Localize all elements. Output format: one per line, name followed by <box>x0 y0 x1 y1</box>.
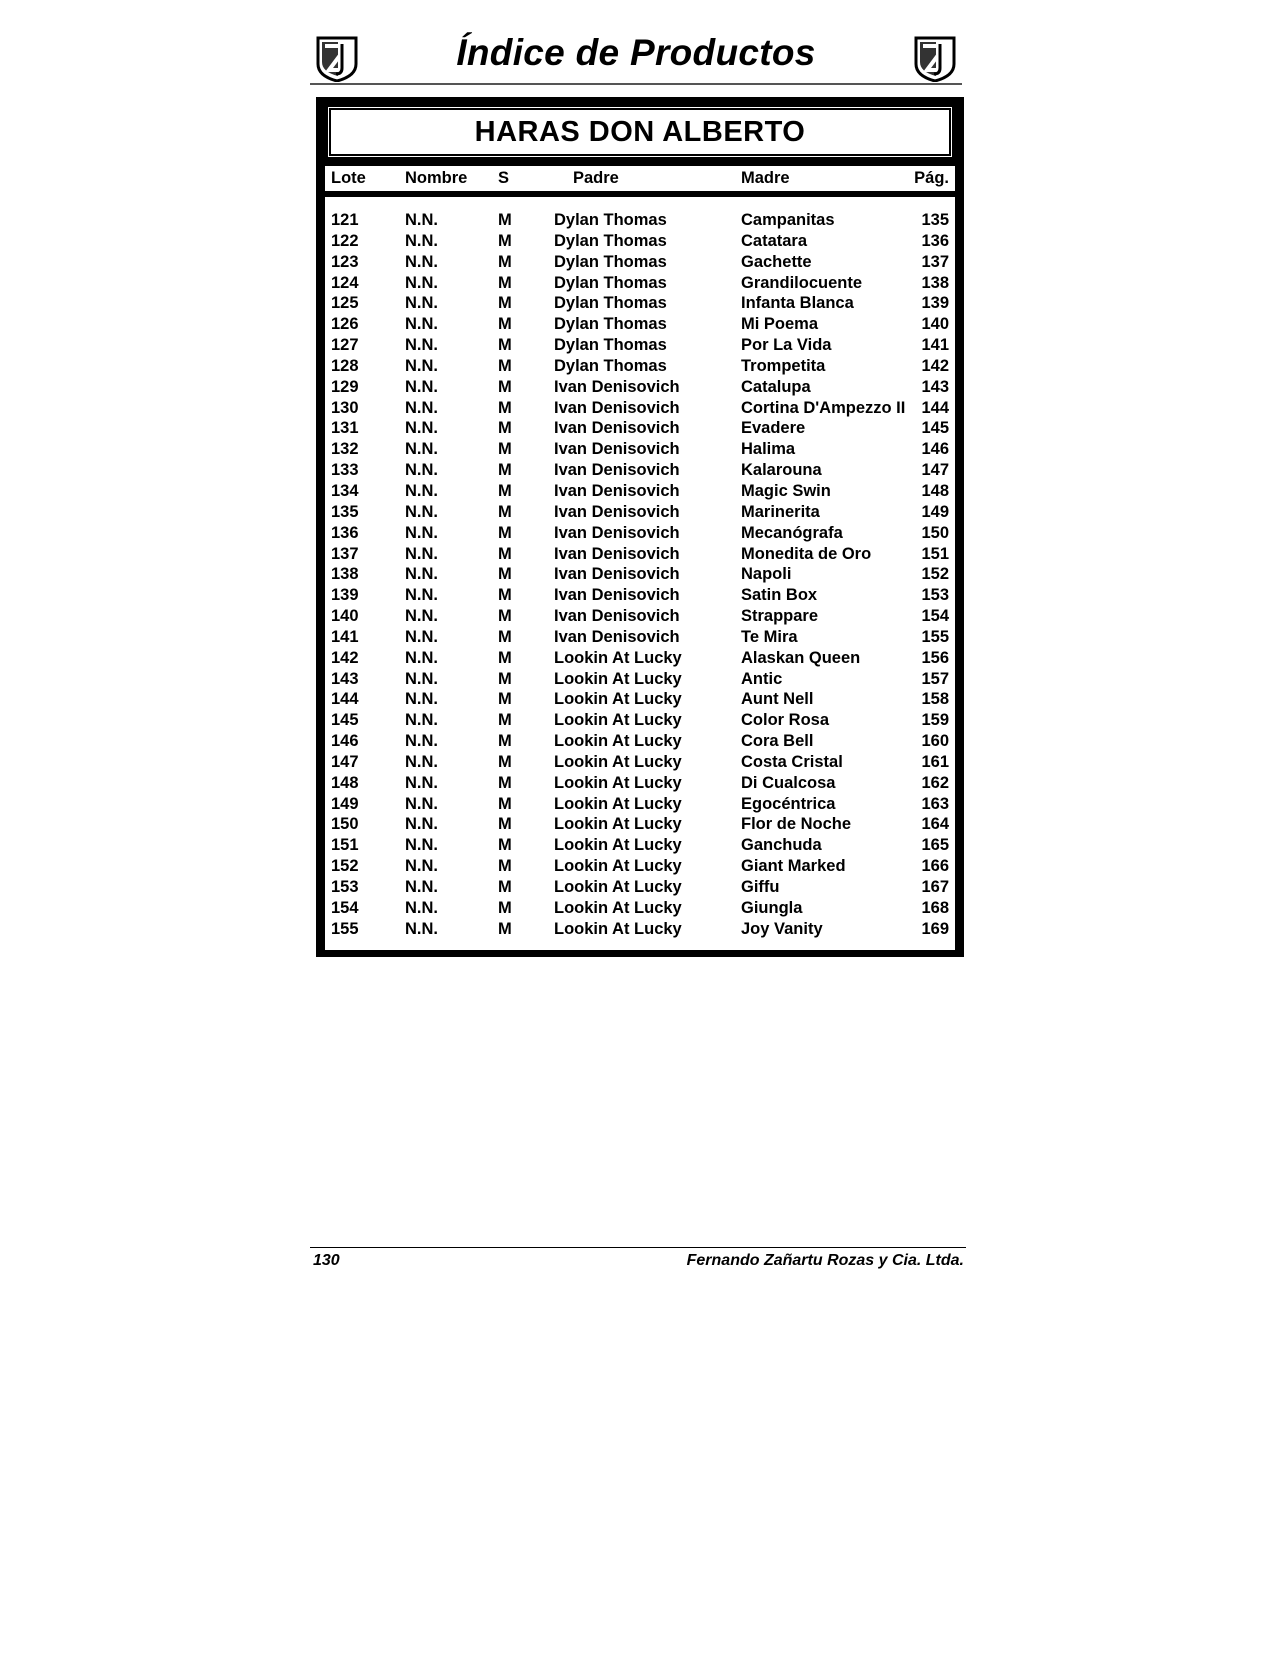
table-row <box>325 815 955 836</box>
cell-lote: 136 <box>331 523 359 542</box>
cell-lote: 149 <box>331 794 359 813</box>
cell-nombre: N.N. <box>405 857 438 876</box>
cell-padre: Lookin At Lucky <box>554 815 682 834</box>
cell-sexo: M <box>498 878 512 896</box>
cell-pagina: 152 <box>921 565 949 584</box>
cell-padre: Ivan Denisovich <box>554 502 680 521</box>
cell-sexo: M <box>498 440 512 459</box>
section-heading-box <box>325 104 955 160</box>
cell-pagina: 156 <box>921 648 949 667</box>
cell-pagina: 162 <box>921 773 949 792</box>
cell-pagina: 161 <box>921 752 949 771</box>
cell-madre: Mecanógrafa <box>741 523 843 542</box>
cell-padre: Lookin At Lucky <box>554 773 682 792</box>
cell-lote: 124 <box>331 273 359 292</box>
cell-lote: 148 <box>331 773 359 792</box>
cell-lote: 133 <box>331 461 359 480</box>
cell-padre: Dylan Thomas <box>554 315 667 334</box>
cell-sexo: M <box>498 919 512 938</box>
cell-nombre: N.N. <box>405 502 438 521</box>
cell-pagina: 154 <box>921 607 949 626</box>
cell-padre: Ivan Denisovich <box>554 461 680 480</box>
cell-nombre: N.N. <box>405 565 438 584</box>
cell-madre: Antic <box>741 669 783 688</box>
cell-lote: 121 <box>331 211 359 229</box>
cell-nombre: N.N. <box>405 648 438 667</box>
cell-pagina: 160 <box>921 732 949 751</box>
cell-madre: Giant Marked <box>741 857 846 876</box>
cell-madre: Trompetita <box>741 356 826 375</box>
table-row <box>325 690 955 711</box>
cell-lote: 154 <box>331 898 359 917</box>
cell-padre: Lookin At Lucky <box>554 919 682 938</box>
cell-padre: Ivan Denisovich <box>554 565 680 584</box>
cell-lote: 127 <box>331 336 359 355</box>
cell-madre: Cortina D'Ampezzo II <box>741 398 906 417</box>
cell-lote: 126 <box>331 315 359 334</box>
cell-nombre: N.N. <box>405 544 438 563</box>
cell-madre: Joy Vanity <box>741 919 823 938</box>
cell-nombre: N.N. <box>405 440 438 459</box>
table-row <box>325 336 955 357</box>
cell-madre: Kalarouna <box>741 461 822 480</box>
cell-lote: 142 <box>331 648 359 667</box>
footer-company-name: Fernando Zañartu Rozas y Cia. Ltda. <box>686 1252 964 1269</box>
page-title: Índice de Productos <box>456 32 816 73</box>
cell-padre: Dylan Thomas <box>554 231 667 250</box>
cell-padre: Lookin At Lucky <box>554 648 682 667</box>
cell-madre: Gachette <box>741 252 812 271</box>
cell-madre: Giffu <box>741 878 780 896</box>
cell-nombre: N.N. <box>405 669 438 688</box>
table-row <box>325 795 955 816</box>
cell-pagina: 143 <box>921 377 949 396</box>
cell-nombre: N.N. <box>405 461 438 480</box>
cell-padre: Dylan Thomas <box>554 294 667 313</box>
cell-pagina: 150 <box>921 523 949 542</box>
table-row <box>325 315 955 336</box>
cell-sexo: M <box>498 211 512 229</box>
cell-nombre: N.N. <box>405 732 438 751</box>
cell-pagina: 137 <box>921 252 949 271</box>
cell-padre: Dylan Thomas <box>554 273 667 292</box>
column-header-padre: Padre <box>573 169 619 187</box>
cell-madre: Color Rosa <box>741 711 830 730</box>
cell-pagina: 159 <box>921 711 949 730</box>
table-row <box>325 419 955 440</box>
cell-madre: Te Mira <box>741 627 798 646</box>
cell-pagina: 163 <box>921 794 949 813</box>
table-row <box>325 211 955 232</box>
cell-padre: Lookin At Lucky <box>554 690 682 709</box>
index-frame <box>316 97 964 957</box>
cell-sexo: M <box>498 627 512 646</box>
cell-pagina: 136 <box>921 231 949 250</box>
cell-padre: Ivan Denisovich <box>554 607 680 626</box>
section-title: HARAS DON ALBERTO <box>474 115 806 148</box>
cell-madre: Monedita de Oro <box>741 544 872 563</box>
cell-padre: Lookin At Lucky <box>554 878 682 896</box>
cell-pagina: 142 <box>921 356 949 375</box>
cell-lote: 131 <box>331 419 359 438</box>
cell-pagina: 153 <box>921 586 949 605</box>
cell-madre: Aunt Nell <box>741 690 814 709</box>
cell-madre: Cora Bell <box>741 732 814 751</box>
cell-nombre: N.N. <box>405 773 438 792</box>
cell-pagina: 138 <box>921 273 949 292</box>
cell-lote: 155 <box>331 919 359 938</box>
cell-madre: Ganchuda <box>741 836 822 855</box>
table-row <box>325 294 955 315</box>
cell-nombre: N.N. <box>405 273 438 292</box>
table-row <box>325 732 955 753</box>
cell-pagina: 146 <box>921 440 949 459</box>
cell-lote: 138 <box>331 565 359 584</box>
cell-lote: 140 <box>331 607 359 626</box>
cell-padre: Ivan Denisovich <box>554 544 680 563</box>
cell-sexo: M <box>498 336 512 355</box>
cell-padre: Lookin At Lucky <box>554 794 682 813</box>
cell-padre: Dylan Thomas <box>554 336 667 355</box>
cell-sexo: M <box>498 273 512 292</box>
cell-sexo: M <box>498 565 512 584</box>
cell-pagina: 147 <box>921 461 949 480</box>
cell-sexo: M <box>498 836 512 855</box>
cell-madre: Napoli <box>741 565 792 584</box>
cell-padre: Ivan Denisovich <box>554 627 680 646</box>
cell-nombre: N.N. <box>405 231 438 250</box>
cell-madre: Campanitas <box>741 211 835 229</box>
cell-sexo: M <box>498 794 512 813</box>
cell-madre: Magic Swin <box>741 481 831 500</box>
cell-sexo: M <box>498 398 512 417</box>
cell-pagina: 164 <box>921 815 949 834</box>
cell-lote: 132 <box>331 440 359 459</box>
cell-madre: Satin Box <box>741 586 818 605</box>
column-header-lote: Lote <box>331 169 366 187</box>
cell-lote: 152 <box>331 857 359 876</box>
table-row <box>325 857 955 878</box>
table-row <box>325 378 955 399</box>
cell-sexo: M <box>498 648 512 667</box>
cell-lote: 141 <box>331 627 359 646</box>
cell-sexo: M <box>498 773 512 792</box>
cell-sexo: M <box>498 523 512 542</box>
cell-padre: Lookin At Lucky <box>554 669 682 688</box>
table-row <box>325 774 955 795</box>
cell-padre: Ivan Denisovich <box>554 440 680 459</box>
table-row <box>325 836 955 857</box>
table-row <box>325 274 955 295</box>
cell-nombre: N.N. <box>405 794 438 813</box>
cell-nombre: N.N. <box>405 711 438 730</box>
cell-padre: Ivan Denisovich <box>554 586 680 605</box>
cell-sexo: M <box>498 690 512 709</box>
cell-sexo: M <box>498 586 512 605</box>
cell-pagina: 167 <box>921 878 949 896</box>
cell-sexo: M <box>498 356 512 375</box>
cell-padre: Dylan Thomas <box>554 211 667 229</box>
cell-madre: Infanta Blanca <box>741 294 854 313</box>
cell-nombre: N.N. <box>405 523 438 542</box>
cell-nombre: N.N. <box>405 377 438 396</box>
table-row <box>325 545 955 566</box>
column-header-nombre: Nombre <box>405 169 468 187</box>
cell-lote: 150 <box>331 815 359 834</box>
cell-nombre: N.N. <box>405 607 438 626</box>
cell-sexo: M <box>498 502 512 521</box>
column-header-s: S <box>498 169 510 187</box>
cell-madre: Grandilocuente <box>741 273 863 292</box>
cell-padre: Lookin At Lucky <box>554 711 682 730</box>
cell-madre: Catalupa <box>741 377 811 396</box>
cell-padre: Dylan Thomas <box>554 356 667 375</box>
table-row <box>325 440 955 461</box>
cell-madre: Halima <box>741 440 796 459</box>
cell-sexo: M <box>498 898 512 917</box>
cell-pagina: 144 <box>921 398 949 417</box>
cell-madre: Por La Vida <box>741 336 832 355</box>
cell-lote: 134 <box>331 481 359 500</box>
cell-sexo: M <box>498 815 512 834</box>
table-row <box>325 565 955 586</box>
footer-divider <box>310 1247 966 1248</box>
table-row <box>325 753 955 774</box>
cell-sexo: M <box>498 419 512 438</box>
cell-sexo: M <box>498 711 512 730</box>
cell-madre: Flor de Noche <box>741 815 852 834</box>
cell-padre: Lookin At Lucky <box>554 752 682 771</box>
cell-lote: 130 <box>331 398 359 417</box>
table-row <box>325 670 955 691</box>
cell-madre: Mi Poema <box>741 315 819 334</box>
table-row <box>325 253 955 274</box>
table-row <box>325 649 955 670</box>
header-divider <box>310 83 962 85</box>
cell-nombre: N.N. <box>405 878 438 896</box>
cell-lote: 153 <box>331 878 359 896</box>
table-row <box>325 878 955 899</box>
cell-pagina: 166 <box>921 857 949 876</box>
cell-sexo: M <box>498 231 512 250</box>
shield-logo-icon <box>912 34 958 82</box>
table-row <box>325 399 955 420</box>
cell-lote: 151 <box>331 836 359 855</box>
cell-sexo: M <box>498 315 512 334</box>
cell-sexo: M <box>498 377 512 396</box>
cell-lote: 129 <box>331 377 359 396</box>
cell-pagina: 151 <box>921 544 949 563</box>
cell-nombre: N.N. <box>405 586 438 605</box>
cell-nombre: N.N. <box>405 752 438 771</box>
table-row <box>325 899 955 920</box>
cell-madre: Costa Cristal <box>741 752 843 771</box>
cell-nombre: N.N. <box>405 627 438 646</box>
column-header-pag: Pág. <box>914 169 949 187</box>
cell-nombre: N.N. <box>405 836 438 855</box>
cell-madre: Egocéntrica <box>741 794 836 813</box>
table-row <box>325 482 955 503</box>
cell-pagina: 157 <box>921 669 949 688</box>
cell-lote: 137 <box>331 544 359 563</box>
table-row <box>325 628 955 649</box>
cell-padre: Ivan Denisovich <box>554 419 680 438</box>
footer-page-number: 130 <box>313 1252 340 1269</box>
cell-sexo: M <box>498 732 512 751</box>
cell-nombre: N.N. <box>405 252 438 271</box>
cell-lote: 122 <box>331 231 359 250</box>
cell-pagina: 141 <box>921 336 949 355</box>
cell-lote: 125 <box>331 294 359 313</box>
cell-pagina: 168 <box>921 898 949 917</box>
cell-pagina: 139 <box>921 294 949 313</box>
cell-pagina: 155 <box>921 627 949 646</box>
cell-lote: 139 <box>331 586 359 605</box>
cell-lote: 145 <box>331 711 359 730</box>
page-header <box>310 30 962 85</box>
cell-nombre: N.N. <box>405 315 438 334</box>
cell-sexo: M <box>498 481 512 500</box>
cell-madre: Catatara <box>741 231 808 250</box>
cell-lote: 123 <box>331 252 359 271</box>
table-row <box>325 232 955 253</box>
cell-nombre: N.N. <box>405 336 438 355</box>
table-row <box>325 524 955 545</box>
cell-sexo: M <box>498 544 512 563</box>
cell-sexo: M <box>498 857 512 876</box>
cell-sexo: M <box>498 252 512 271</box>
cell-nombre: N.N. <box>405 481 438 500</box>
cell-pagina: 148 <box>921 481 949 500</box>
cell-pagina: 140 <box>921 315 949 334</box>
table-row <box>325 711 955 732</box>
cell-padre: Ivan Denisovich <box>554 523 680 542</box>
table-header <box>325 166 955 191</box>
cell-lote: 144 <box>331 690 359 709</box>
table-row <box>325 357 955 378</box>
cell-lote: 128 <box>331 356 359 375</box>
cell-lote: 147 <box>331 752 359 771</box>
cell-sexo: M <box>498 669 512 688</box>
cell-madre: Giungla <box>741 898 803 917</box>
cell-sexo: M <box>498 607 512 626</box>
cell-madre: Marinerita <box>741 502 820 521</box>
cell-lote: 143 <box>331 669 359 688</box>
cell-padre: Dylan Thomas <box>554 252 667 271</box>
cell-madre: Di Cualcosa <box>741 773 836 792</box>
cell-pagina: 145 <box>921 419 949 438</box>
cell-nombre: N.N. <box>405 898 438 917</box>
table-row <box>325 920 955 941</box>
cell-nombre: N.N. <box>405 356 438 375</box>
table-row <box>325 503 955 524</box>
cell-sexo: M <box>498 752 512 771</box>
cell-madre: Strappare <box>741 607 819 626</box>
cell-padre: Lookin At Lucky <box>554 732 682 751</box>
cell-pagina: 169 <box>921 919 949 938</box>
cell-nombre: N.N. <box>405 294 438 313</box>
cell-nombre: N.N. <box>405 211 438 229</box>
cell-pagina: 135 <box>921 211 949 229</box>
cell-pagina: 149 <box>921 502 949 521</box>
cell-nombre: N.N. <box>405 398 438 417</box>
cell-padre: Ivan Denisovich <box>554 481 680 500</box>
cell-madre: Evadere <box>741 419 806 438</box>
cell-padre: Ivan Denisovich <box>554 398 680 417</box>
cell-nombre: N.N. <box>405 815 438 834</box>
cell-sexo: M <box>498 294 512 313</box>
cell-lote: 146 <box>331 732 359 751</box>
cell-nombre: N.N. <box>405 419 438 438</box>
table-row <box>325 586 955 607</box>
cell-madre: Alaskan Queen <box>741 648 861 667</box>
cell-sexo: M <box>498 461 512 480</box>
column-header-madre: Madre <box>741 169 790 187</box>
cell-padre: Lookin At Lucky <box>554 836 682 855</box>
cell-pagina: 165 <box>921 836 949 855</box>
cell-nombre: N.N. <box>405 690 438 709</box>
cell-nombre: N.N. <box>405 919 438 938</box>
table-body <box>325 197 955 950</box>
cell-lote: 135 <box>331 502 359 521</box>
cell-padre: Lookin At Lucky <box>554 857 682 876</box>
cell-padre: Lookin At Lucky <box>554 898 682 917</box>
cell-pagina: 158 <box>921 690 949 709</box>
table-row <box>325 607 955 628</box>
table-row <box>325 461 955 482</box>
cell-padre: Ivan Denisovich <box>554 377 680 396</box>
